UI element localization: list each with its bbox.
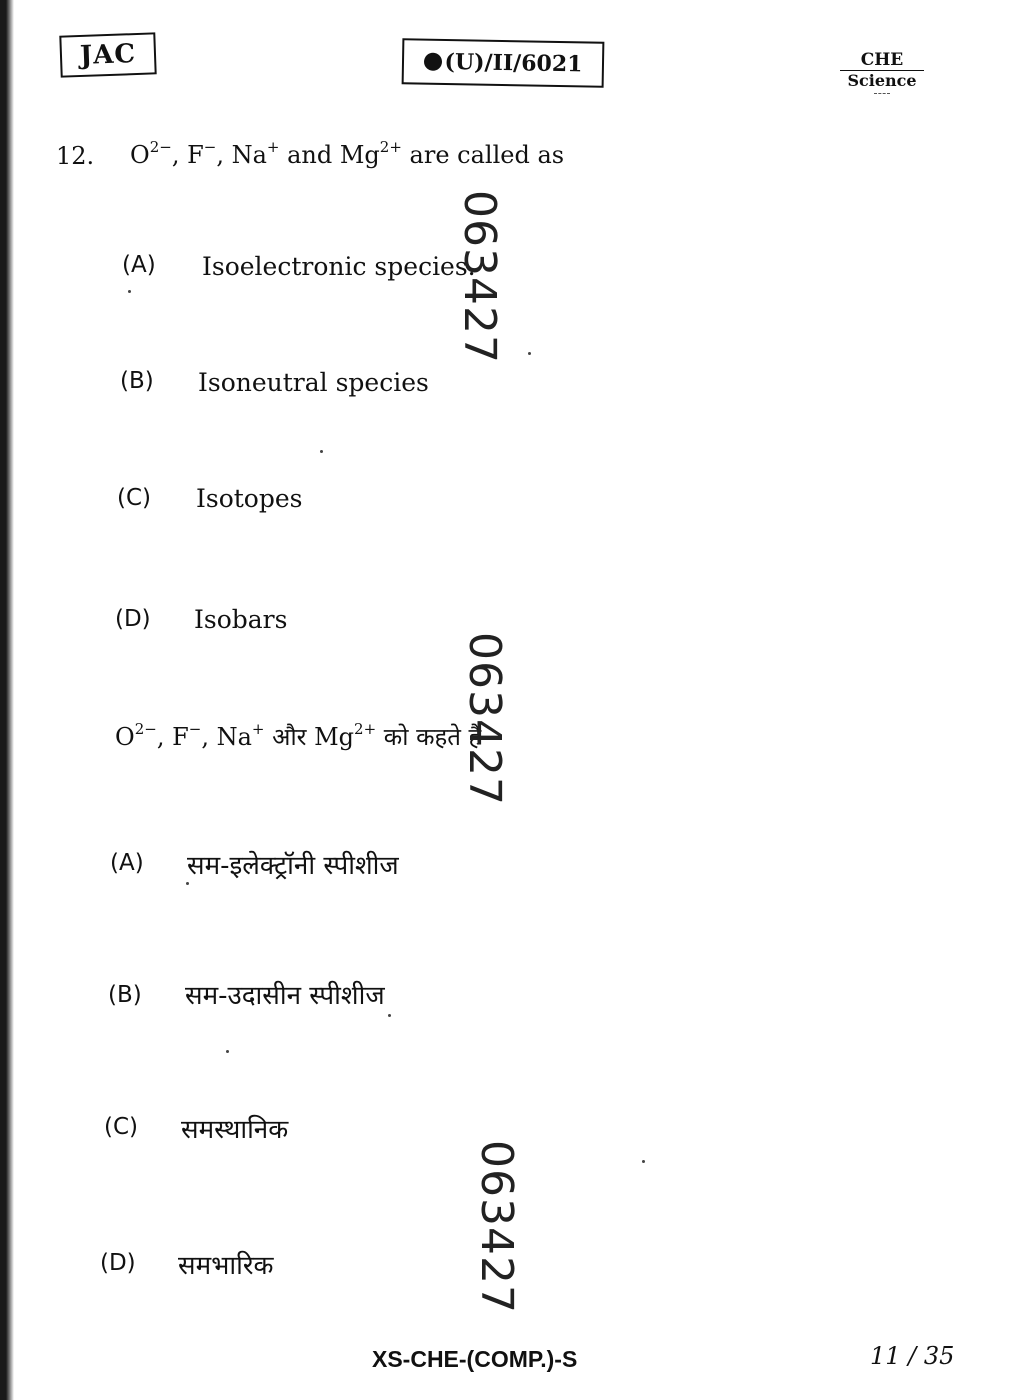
scan-speck (226, 1050, 229, 1053)
board-label-box (59, 32, 156, 77)
option-c-text-hi: समस्थानिक (181, 1115, 289, 1145)
option-a-letter-hi: (A) (110, 850, 144, 876)
question-tail-hindi: को कहते हैं (376, 723, 482, 751)
ion-sodium: , Na (216, 141, 267, 169)
ion-oxide-charge-hi: 2− (134, 720, 157, 738)
scan-speck (642, 1160, 645, 1163)
option-c-letter-hi: (C) (104, 1114, 139, 1140)
ion-sodium-charge-hi: + (251, 720, 265, 738)
page-number: 11 / 35 (870, 1342, 955, 1370)
question-number: 12. (56, 142, 95, 170)
board-label: JAC (79, 39, 137, 71)
serial-stamp-1: 063427 (454, 190, 505, 364)
serial-stamp-3: 063427 (471, 1140, 522, 1314)
option-b-letter-hi: (B) (108, 982, 142, 1008)
scan-speck (128, 290, 131, 293)
option-c-letter-en: (C) (117, 485, 152, 511)
ion-oxide-hi: O (115, 723, 135, 751)
ion-magnesium: and Mg (279, 141, 380, 169)
ion-fluoride-hi: , F (156, 723, 189, 751)
ion-sodium-charge: + (266, 138, 280, 156)
ion-magnesium-charge: 2+ (379, 138, 402, 156)
paper-code: (U)/II/6021 (444, 48, 583, 78)
scan-speck (388, 1014, 391, 1017)
binding-edge (0, 0, 14, 1400)
option-a-letter-en: (A) (122, 252, 156, 278)
ion-fluoride-charge-hi: − (188, 720, 202, 738)
option-d-letter-hi: (D) (100, 1250, 136, 1276)
scan-speck (186, 882, 189, 885)
ion-fluoride: , F (171, 141, 204, 169)
option-a-text-hi: सम-इलेक्ट्रॉनी स्पीशीज (187, 851, 399, 881)
question-text-hindi (115, 720, 481, 753)
paper-code-box (402, 38, 605, 88)
question-text-english (130, 140, 564, 169)
bullet-dot-icon (423, 53, 441, 71)
scan-speck (528, 352, 531, 355)
scan-speck (320, 450, 323, 453)
subject-short: CHE (840, 50, 924, 71)
serial-stamp-2: 063427 (459, 632, 510, 806)
option-a-text-en: Isoelectronic species. (202, 252, 476, 281)
option-c-text-en: Isotopes (196, 484, 303, 513)
ion-magnesium-charge-hi: 2+ (354, 720, 377, 738)
ion-magnesium-hi: और Mg (264, 723, 355, 751)
option-d-letter-en: (D) (115, 606, 151, 632)
ion-sodium-hi: , Na (201, 723, 252, 751)
subject-stream-block (840, 50, 924, 94)
ion-fluoride-charge: − (203, 138, 217, 156)
ion-oxide-charge: 2− (149, 138, 172, 156)
option-b-text-en: Isoneutral species (198, 368, 429, 397)
option-b-letter-en: (B) (120, 368, 154, 394)
option-d-text-en: Isobars (194, 605, 288, 634)
footer-paper-id: XS-CHE-(COMP.)-S (372, 1346, 578, 1372)
option-b-text-hi: सम-उदासीन स्पीशीज (185, 981, 385, 1011)
ion-oxide: O (130, 141, 150, 169)
stream-underline (874, 93, 890, 94)
option-d-text-hi: समभारिक (178, 1251, 274, 1281)
stream-label: Science (847, 71, 917, 90)
question-tail-english: are called as (401, 141, 565, 169)
